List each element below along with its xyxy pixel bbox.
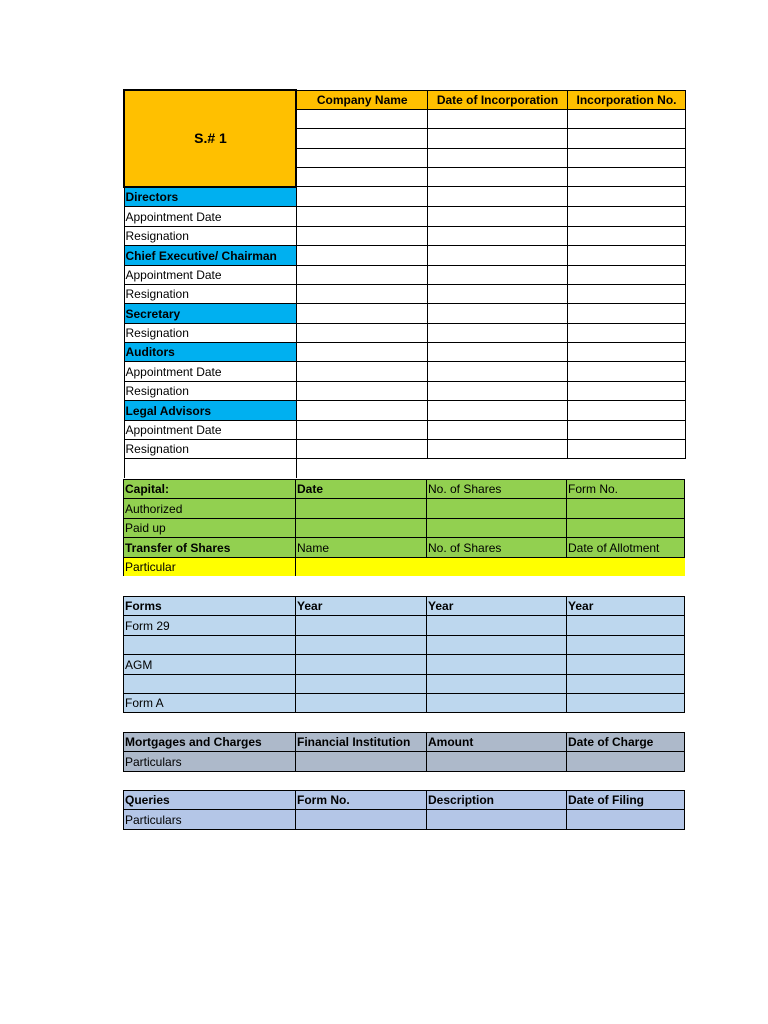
mortgages-row [124,752,685,771]
input-cell[interactable] [567,616,685,635]
input-cell[interactable] [296,168,427,187]
input-cell[interactable] [296,304,427,323]
input-cell[interactable] [567,129,685,148]
input-cell[interactable] [296,207,427,226]
officer-row [124,323,685,342]
forms-row-label [124,674,296,693]
input-cell[interactable] [567,401,685,420]
input-cell[interactable] [567,343,685,362]
capital-row-authorized [124,499,685,518]
input-cell[interactable] [296,420,427,439]
input-cell[interactable] [427,693,567,712]
input-cell[interactable] [296,265,427,284]
queries-particulars-label: Particulars [124,810,296,829]
row-label: Resignation [124,323,296,342]
transfer-name-header: Name [296,538,427,557]
input-cell[interactable] [296,752,427,771]
forms-row-label [124,635,296,654]
forms-label: Forms [124,597,296,616]
input-cell[interactable] [427,401,567,420]
forms-row [124,616,685,635]
input-cell[interactable] [427,810,567,829]
forms-body [124,597,685,713]
company-header-row [124,90,685,109]
input-cell[interactable] [567,810,685,829]
row-label: Resignation [124,226,296,245]
spacer-row [124,459,685,478]
capital-table [123,479,685,576]
officer-row [124,401,685,420]
input-cell[interactable] [567,187,685,207]
capital-form-no-header: Form No. [567,480,685,499]
row-label: Resignation [124,381,296,400]
input-cell[interactable] [296,440,427,459]
input-cell[interactable] [296,401,427,420]
capital-label: Capital: [124,480,296,499]
input-cell[interactable] [427,226,567,245]
input-cell[interactable] [427,420,567,439]
input-cell[interactable] [427,635,567,654]
input-cell[interactable] [427,207,567,226]
input-cell[interactable] [296,499,427,518]
particular-label: Particular [124,557,296,576]
forms-row [124,674,685,693]
input-cell[interactable] [296,810,427,829]
particular-row [124,557,685,576]
forms-row-label: Form 29 [124,616,296,635]
input-cell[interactable] [427,109,567,128]
officer-row [124,362,685,381]
forms-year-header: Year [427,597,567,616]
forms-table [123,596,685,713]
date-of-incorporation-header: Date of Incorporation [427,90,567,109]
input-cell[interactable] [427,284,567,303]
section-label: Auditors [124,343,296,362]
input-cell[interactable] [296,226,427,245]
input-cell[interactable] [567,693,685,712]
row-label: Appointment Date [124,420,296,439]
transfer-of-shares-label: Transfer of Shares [124,538,296,557]
input-cell[interactable] [567,265,685,284]
row-label: Resignation [124,284,296,303]
row-label: Appointment Date [124,362,296,381]
transfer-shares-header: No. of Shares [427,538,567,557]
input-cell[interactable] [567,362,685,381]
input-cell[interactable] [296,343,427,362]
input-cell[interactable] [567,148,685,167]
forms-row-label: AGM [124,655,296,674]
capital-row-paid-up [124,518,685,537]
input-cell[interactable] [427,343,567,362]
input-cell[interactable] [427,674,567,693]
input-cell[interactable] [427,323,567,342]
input-cell[interactable] [296,187,427,207]
input-cell[interactable] [427,499,567,518]
input-cell[interactable] [296,129,427,148]
officer-row [124,207,685,226]
capital-row-label: Paid up [124,518,296,537]
capital-date-header: Date [296,480,427,499]
mortgages-particulars-label: Particulars [124,752,296,771]
officer-row [124,343,685,362]
input-cell[interactable] [567,381,685,400]
capital-header-row [124,480,685,499]
forms-header-row [124,597,685,616]
forms-row-label: Form A [124,693,296,712]
mortgages-table [123,732,685,772]
officer-row [124,226,685,245]
input-cell[interactable] [427,304,567,323]
input-cell[interactable] [567,207,685,226]
forms-year-header: Year [567,597,685,616]
amount-header: Amount [427,733,567,752]
input-cell[interactable] [567,304,685,323]
officer-row [124,420,685,439]
officer-row [124,381,685,400]
input-cell[interactable] [296,109,427,128]
section-label: Chief Executive/ Chairman [124,246,296,265]
officer-row [124,265,685,284]
forms-row [124,635,685,654]
input-cell[interactable] [427,148,567,167]
input-cell[interactable] [427,246,567,265]
forms-row [124,693,685,712]
input-cell[interactable] [427,616,567,635]
input-cell[interactable] [296,148,427,167]
mortgages-label: Mortgages and Charges [124,733,296,752]
section-label: Secretary [124,304,296,323]
financial-institution-header: Financial Institution [296,733,427,752]
section-label: Legal Advisors [124,401,296,420]
capital-row-label: Authorized [124,499,296,518]
input-cell[interactable] [427,265,567,284]
input-cell[interactable] [296,616,427,635]
company-name-header: Company Name [296,90,427,109]
queries-table [123,790,685,830]
input-cell[interactable] [427,168,567,187]
input-cell[interactable] [567,323,685,342]
input-cell[interactable] [567,518,685,537]
input-cell[interactable] [427,518,567,537]
particular-input[interactable] [296,557,685,576]
queries-date-of-filing-header: Date of Filing [567,791,685,810]
input-cell[interactable] [567,655,685,674]
officer-row [124,187,685,207]
input-cell[interactable] [567,499,685,518]
mortgages-header-row [124,733,685,752]
input-cell[interactable] [567,246,685,265]
input-cell[interactable] [296,284,427,303]
input-cell[interactable] [567,440,685,459]
input-cell[interactable] [296,674,427,693]
input-cell[interactable] [427,655,567,674]
officer-row [124,246,685,265]
input-cell[interactable] [567,635,685,654]
queries-row [124,810,685,829]
input-cell[interactable] [296,381,427,400]
input-cell[interactable] [427,362,567,381]
input-cell[interactable] [296,323,427,342]
company-info-table [123,89,686,478]
blank-cell [296,459,685,478]
input-cell[interactable] [296,693,427,712]
input-cell[interactable] [567,284,685,303]
input-cell[interactable] [567,226,685,245]
queries-header-row [124,791,685,810]
section-label: Directors [124,187,296,207]
input-cell[interactable] [427,440,567,459]
officer-row [124,440,685,459]
queries-description-header: Description [427,791,567,810]
transfer-header-row [124,538,685,557]
input-cell[interactable] [567,168,685,187]
queries-label: Queries [124,791,296,810]
officer-row [124,304,685,323]
date-of-charge-header: Date of Charge [567,733,685,752]
input-cell[interactable] [567,109,685,128]
forms-row [124,655,685,674]
queries-form-no-header: Form No. [296,791,427,810]
row-label: Resignation [124,440,296,459]
capital-shares-header: No. of Shares [427,480,567,499]
serial-number-cell: S.# 1 [124,90,296,187]
officer-row [124,284,685,303]
input-cell[interactable] [567,674,685,693]
incorporation-no-header: Incorporation No. [567,90,685,109]
input-cell[interactable] [296,246,427,265]
company-info-body [124,90,685,478]
row-label: Appointment Date [124,207,296,226]
input-cell[interactable] [427,752,567,771]
row-label: Appointment Date [124,265,296,284]
transfer-allotment-header: Date of Allotment [567,538,685,557]
forms-year-header: Year [296,597,427,616]
input-cell[interactable] [296,655,427,674]
input-cell[interactable] [427,381,567,400]
blank-cell [124,459,296,478]
input-cell[interactable] [427,129,567,148]
input-cell[interactable] [296,362,427,381]
input-cell[interactable] [567,752,685,771]
input-cell[interactable] [567,420,685,439]
input-cell[interactable] [296,635,427,654]
input-cell[interactable] [427,187,567,207]
input-cell[interactable] [296,518,427,537]
